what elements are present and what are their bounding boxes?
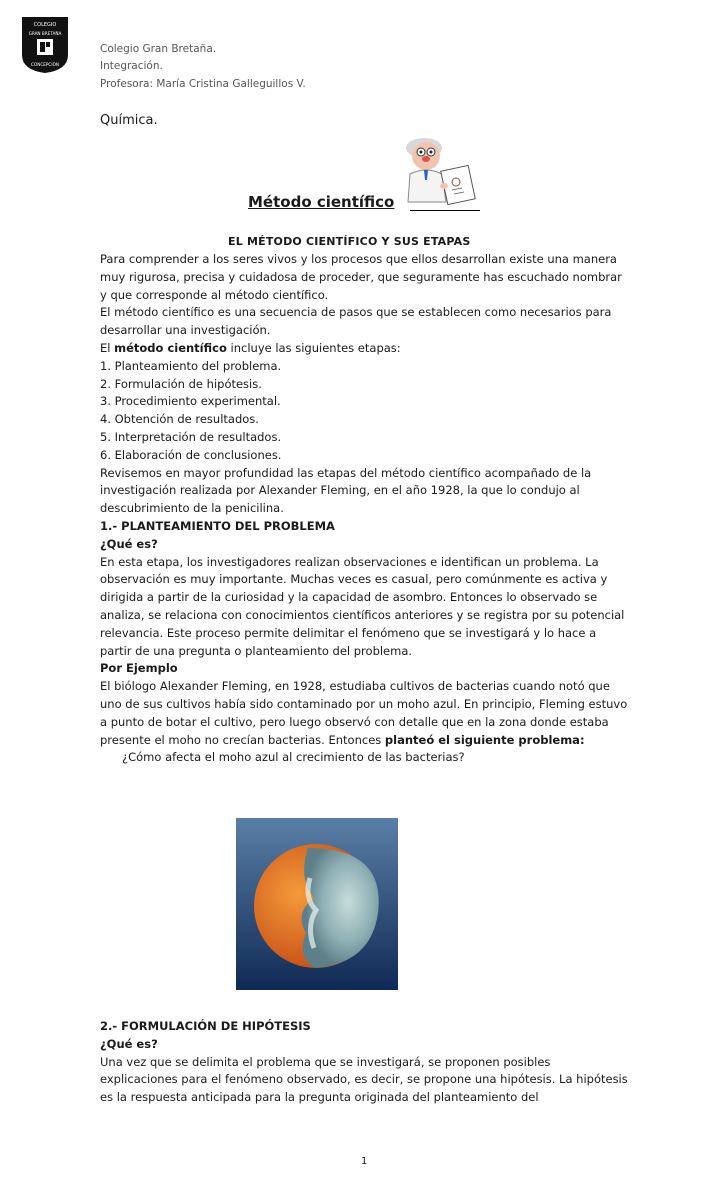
subject-label: Química. [100, 113, 158, 128]
section1-body: En esta etapa, los investigadores realizan observaciones e identifican un problema. La observación es muy importante. Muchas veces es casual, pero comúnmente es activa y dirigida a partir de la curiosidad y la capacidad de asombro. Entonces lo observado se analiza, se relaciona con conocimientos científicos anteriores y se registra por su potencial relevancia. Este proceso permite delimitar el fenómeno que se investigará y lo hace a partir de una pregunta o planteamiento del problema. [100, 554, 625, 658]
intro-bold-term: método científico [114, 340, 227, 355]
logo-text-middle: GRAN BRETAÑA [28, 31, 62, 36]
stage-item: 1. Planteamiento del problema. [100, 358, 282, 373]
intro-paragraph-2: El método científico es una secuencia de pasos que se establecen como necesarios para desarrollar una investigación. [100, 305, 612, 338]
example-body: El biólogo Alexander Fleming, en 1928, estudiaba cultivos de bacterias cuando notó que uno de sus cultivos había sido contaminado por un moho azul. En principio, Fleming estuvo a punto de botar el cultivo, pero luego observó con detalle que en la zona donde estaba presente el moho no crecían bacterias. Entonces [100, 679, 628, 747]
section2-question: ¿Qué es? [100, 1036, 158, 1051]
header-course: Integración. [100, 60, 163, 72]
section1-heading: 1.- PLANTEAMIENTO DEL PROBLEMA [100, 518, 335, 533]
section1-question: ¿Qué es? [100, 536, 158, 551]
section2-heading: 2.- FORMULACIÓN DE HIPÓTESIS [100, 1019, 311, 1033]
intro-paragraph-1: Para comprender a los seres vivos y los procesos que ellos desarrollan existe una manera muy rigurosa, precisa y cuidadosa de proceder, que seguramente has escuchado nombrar y que corresponde al método científico. [100, 252, 622, 302]
stage-item: 5. Interpretación de resultados. [100, 429, 282, 444]
section2 [100, 1018, 630, 1107]
intro-prefix: El [100, 340, 115, 355]
scientist-illustration [400, 130, 480, 210]
school-logo [20, 15, 70, 75]
document-body [100, 251, 630, 767]
stage-item: 6. Elaboración de conclusiones. [100, 447, 282, 462]
title-underline [410, 210, 480, 211]
intro-paragraph-3 [100, 340, 630, 358]
section2-body: Una vez que se delimita el problema que se investigará, se proponen posibles explicaciones para el fenómeno observado, es decir, se propone una hipótesis. La hipótesis es la respuesta anticipada para la pregunta originada del planteamiento del [100, 1054, 628, 1105]
section1-example [100, 678, 630, 749]
stage-item: 3. Procedimiento experimental. [100, 394, 281, 409]
problem-question: ¿Cómo afecta el moho azul al crecimiento de las bacterias? [122, 750, 465, 765]
header-teacher: Profesora: María Cristina Galleguillos V. [100, 78, 306, 90]
document-title: Método científico [248, 193, 395, 211]
stage-item: 4. Obtención de resultados. [100, 412, 259, 427]
page-number: 1 [361, 1156, 368, 1167]
intro-suffix: incluye las siguientes etapas: [226, 340, 401, 355]
review-paragraph: Revisemos en mayor profundidad las etapas del método científico acompañado de la investigación realizada por Alexander Fleming, en el año 1928, la que lo condujo al descubrimiento de la penicilina. [100, 465, 592, 516]
example-bold: planteó el siguiente problema: [384, 732, 585, 747]
section1-example-label: Por Ejemplo [100, 661, 178, 676]
moldy-orange-photo [236, 818, 398, 990]
main-heading: EL MÉTODO CIENTÍFICO Y SUS ETAPAS [228, 235, 471, 248]
logo-text-top: COLEGIO [33, 22, 57, 28]
stage-item: 2. Formulación de hipótesis. [100, 376, 262, 391]
logo-text-bottom: CONCEPCION [30, 62, 60, 67]
header-school: Colegio Gran Bretaña. [100, 43, 217, 55]
